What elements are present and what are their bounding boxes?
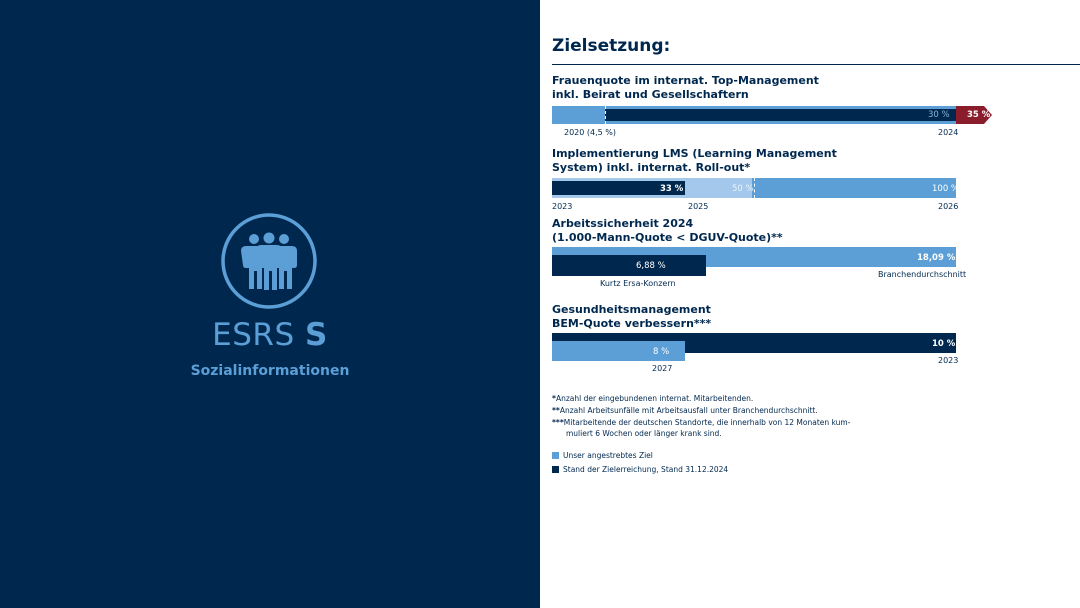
chart1-start-marker <box>605 106 606 124</box>
chart4-current-label: 10 % <box>932 339 956 349</box>
chart3-title: Arbeitssicherheit 2024 (1.000-Mann-Quote < DGUV-Quote)** <box>552 217 783 244</box>
chart4-target-year: 2027 <box>652 364 673 373</box>
chart2-milestone-marker <box>754 178 755 198</box>
title-rule <box>552 64 1080 65</box>
chart4-target-label: 8 % <box>653 347 670 357</box>
legend-current: Stand der Zielerreichung, Stand 31.12.2024 <box>552 465 728 474</box>
chart3-end-marker <box>956 247 957 267</box>
chart2-year-start: 2023 <box>552 202 573 211</box>
chart3-company-caption: Kurtz Ersa-Konzern <box>600 279 676 288</box>
page-title: Zielsetzung: <box>552 36 671 56</box>
legend-swatch-current <box>552 466 559 473</box>
footnote-3: ***Mitarbeitende der deutschen Standorte, die innerhalb von 12 Monaten kum- <box>552 418 851 427</box>
esrs-subtitle: Sozialinformationen <box>190 363 350 379</box>
chart1-title: Frauenquote im internat. Top-Management inkl. Beirat und Gesellschaftern <box>552 74 819 101</box>
chart3-benchmark-label: 18,09 % <box>917 253 956 263</box>
right-panel <box>540 0 1080 608</box>
chart1-current-label: 30 % <box>928 110 950 120</box>
chart2-milestone-label: 50 % <box>732 184 754 194</box>
chart1-target-label: 35 % <box>967 110 991 120</box>
footnote-1: *Anzahl der eingebundenen internat. Mitarbeitenden. <box>552 394 754 403</box>
chart4-title: Gesundheitsmanagement BEM-Quote verbessern*** <box>552 303 712 330</box>
chart1-end-label: 2024 <box>938 128 959 137</box>
chart3-company-label: 6,88 % <box>636 261 666 271</box>
legend-target: Unser angestrebtes Ziel <box>552 451 653 460</box>
chart2-current-label: 33 % <box>660 184 684 194</box>
chart2-title: Implementierung LMS (Learning Management System) inkl. internat. Roll-out* <box>552 147 837 174</box>
three-people-icon <box>221 213 317 309</box>
esrs-heading: ESRS S <box>212 317 328 353</box>
footnote-2: **Anzahl Arbeitsunfälle mit Arbeitsausfall unter Branchendurchschnitt. <box>552 406 818 415</box>
chart2-year-mid: 2025 <box>688 202 709 211</box>
chart3-company-bar <box>552 255 706 276</box>
chart2-year-end: 2026 <box>938 202 959 211</box>
chart4-current-year: 2023 <box>938 356 959 365</box>
chart3-benchmark-caption: Branchendurchschnitt <box>878 270 967 279</box>
legend-swatch-target <box>552 452 559 459</box>
chart1-start-label: 2020 (4,5 %) <box>564 128 617 137</box>
chart1-current-bar <box>605 109 956 121</box>
chart2-target-label: 100 % <box>932 184 960 194</box>
footnote-3-continued: muliert 6 Wochen oder länger krank sind. <box>566 429 722 438</box>
